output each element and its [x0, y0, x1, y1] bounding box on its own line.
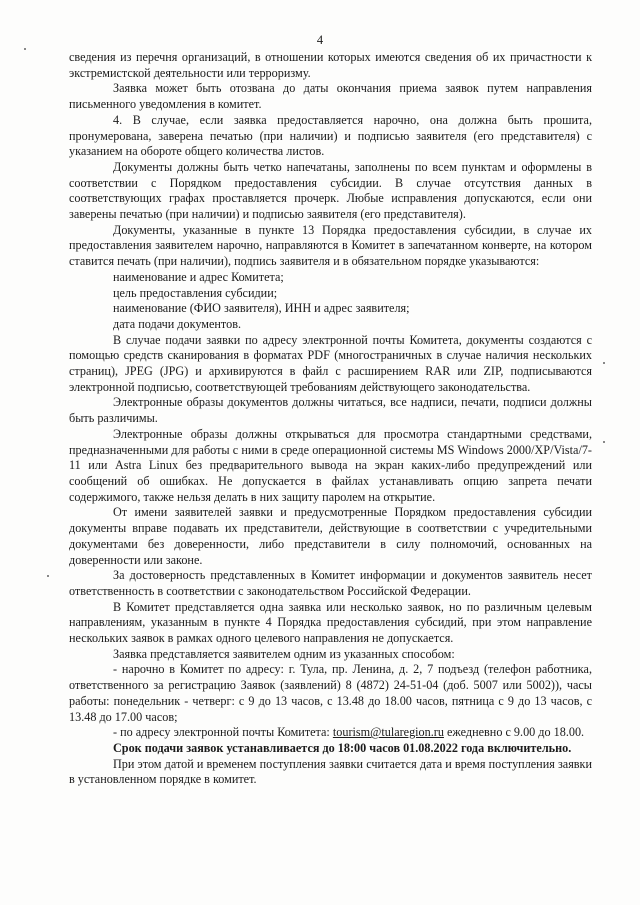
paragraph-7: Электронные образы документов должны читаться, все надписи, печати, подписи должны быть различимы.: [69, 395, 592, 426]
paragraph-6: В случае подачи заявки по адресу электронной почты Комитета, документы создаются с помощью средств сканирования в форматах PDF (многостраничных в случае наличия нескольких страниц), JPEG (JPG) и архивируются в файл с расширением RAR или ZIP, подписываются электронной подписью, соответствующей требованиям действующего законодательства.: [69, 332, 592, 394]
paragraph-1: сведения из перечня организаций, в отношении которых имеются сведения об их причастности к экстремистской деятельности или терроризму.: [69, 50, 592, 80]
paragraph-2: Заявка может быть отозвана до даты окончания приема заявок путем направления письменного уведомления в комитет.: [69, 81, 592, 112]
paragraph-3: 4. В случае, если заявка предоставляется нарочно, она должна быть прошита, пронумерована, заверена печатью (при наличии) и подписью заявителя (его представителя) с указанием на обороте общего количества листов.: [69, 112, 592, 159]
document-body: [69, 50, 592, 788]
paragraph-16: При этом датой и временем поступления заявки считается дата и время поступления заявки в установленном порядке в комитет.: [69, 756, 592, 787]
list-item: дата подачи документов.: [113, 316, 241, 331]
scan-artifact: [24, 48, 26, 50]
list-item: наименование (ФИО заявителя), ИНН и адрес заявителя;: [113, 301, 410, 316]
paragraph-5: Документы, указанные в пункте 13 Порядка предоставления субсидии, в случае их предоставления заявителем нарочно, направляются в Комитет в запечатанном конверте, на котором ставится печать (при наличии), подпись заявителя и в обязательном порядке указываются:: [69, 222, 592, 269]
scan-artifact: [603, 441, 605, 443]
list-item: наименование и адрес Комитета;: [113, 269, 284, 284]
email-suffix: ежедневно с 9.00 до 18.00.: [443, 725, 585, 740]
deadline-paragraph: Срок подачи заявок устанавливается до 18:00 часов 01.08.2022 года включительно.: [113, 740, 572, 755]
list-item: цель предоставления субсидии;: [113, 285, 278, 300]
scan-artifact: [47, 575, 49, 577]
paragraph-8: Электронные образы должны открываться для просмотра стандартными средствами, предназначенными для работы с ними в среде операционной системы MS Windows 2000/XP/Vista/7-11 или Astra Linux без предварительного вывода на экран каких-либо предупреждений или сообщений об ошибках. Не допускается в файлах устанавливать опцию запрета печати содержимого, также нельзя делать в них защиту паролем на открытие.: [69, 426, 592, 504]
paragraph-14: [69, 725, 592, 741]
paragraph-13: - нарочно в Комитет по адресу: г. Тула, пр. Ленина, д. 2, 7 подъезд (телефон работника, ответственного за регистрацию Заявок (заявлений) 8 (4872) 24-51-04 (доб. 5007 или 5002)), часы работы: понедельник - четверг: с 9 до 13 часов, с 13.48 до 18.00 часов, пятница с 9 до 13 часов, с 13.48 до 17.00 часов;: [69, 662, 592, 724]
email-prefix: - по адресу электронной почты Комитета:: [113, 725, 333, 740]
paragraph-10: За достоверность представленных в Комитет информации и документов заявитель несет ответственность в соответствии с законодательством Российской Федерации.: [69, 568, 592, 598]
paragraph-12: Заявка представляется заявителем одним из указанных способом:: [113, 646, 455, 661]
paragraph-9: От имени заявителей заявки и предусмотренные Порядком предоставления субсидии документы вправе подавать их представители, действующие в соответствии с учредительными документами без доверенности, либо представители в силу полномочий, основанных на доверенности или законе.: [69, 505, 592, 567]
scan-artifact: [603, 362, 605, 364]
paragraph-4: Документы должны быть четко напечатаны, заполнены по всем пунктам и оформлены в соответствии с Порядком предоставления субсидии. В случае отсутствия данных в соответствующих графах проставляется прочерк. Любые исправления допускаются, если они заверены печатью (при наличии) и подписью заявителя (его представителя).: [69, 159, 592, 222]
paragraph-11: В Комитет представляется одна заявка или несколько заявок, но по различным целевым направлениям, указанным в пункте 4 Порядка предоставления субсидий, при этом направление нескольких заявок в рамках одного целевого направления не допускается.: [69, 599, 592, 646]
page-number: 4: [316, 33, 324, 47]
email-link[interactable]: tourism@tularegion.ru: [332, 725, 444, 740]
